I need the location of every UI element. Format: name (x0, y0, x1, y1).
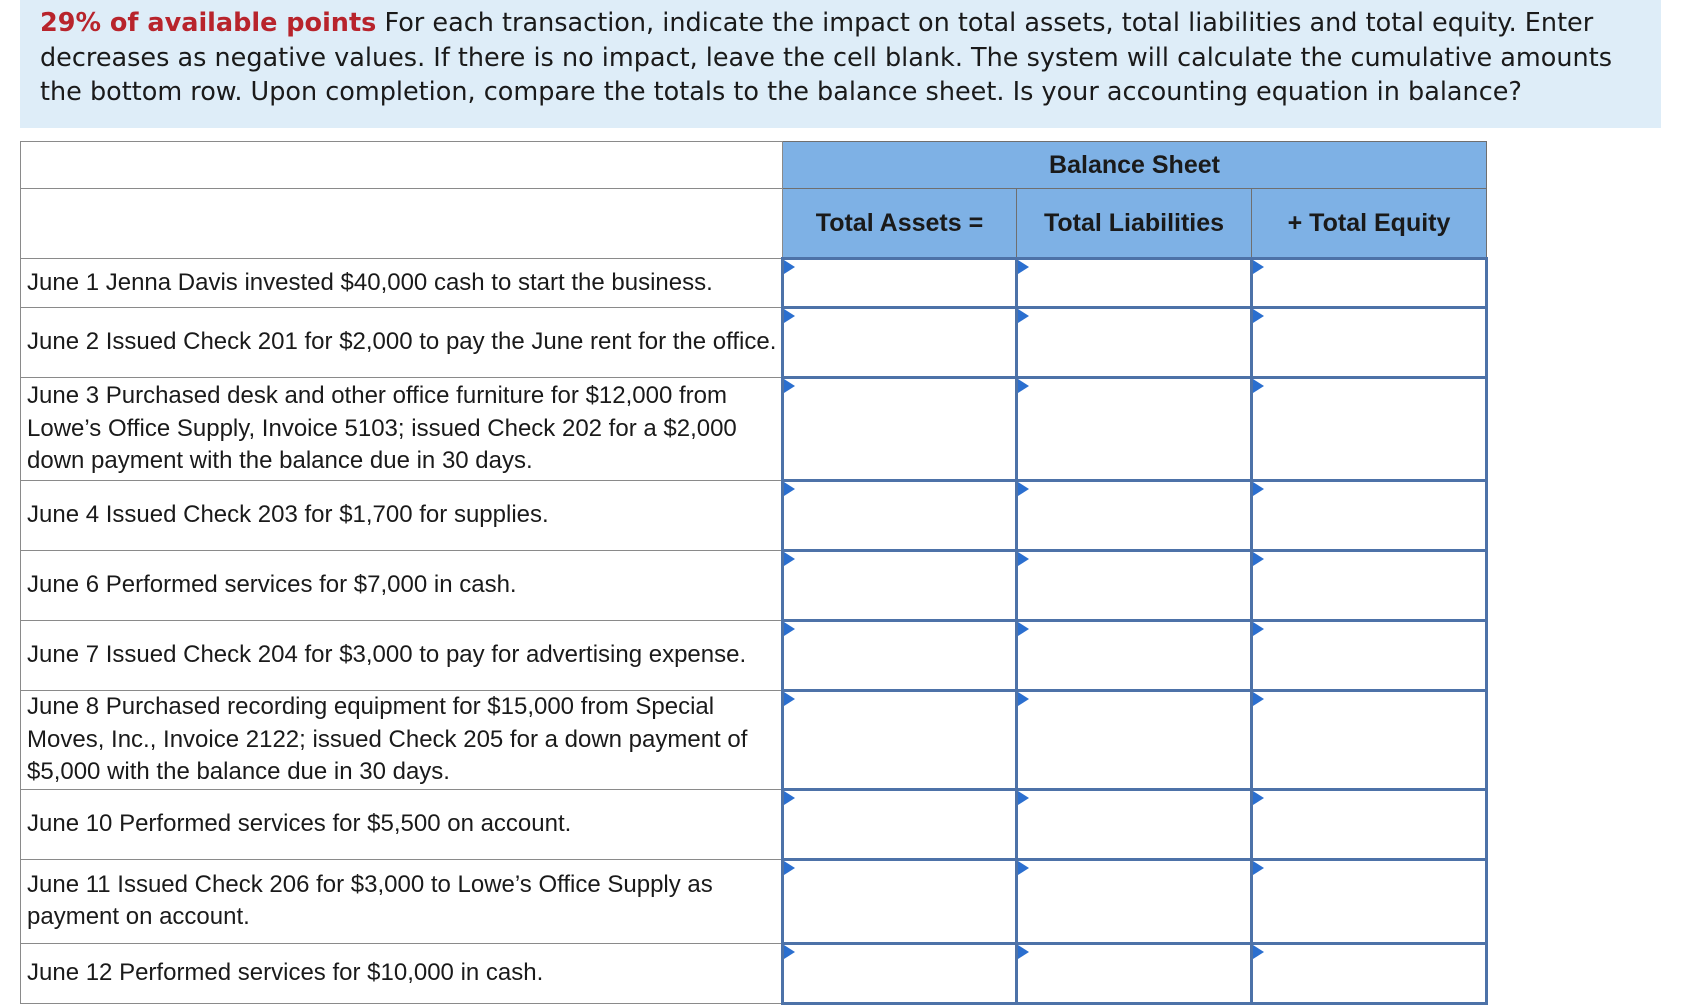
cell-marker-icon (784, 692, 795, 706)
total-liabilities-input[interactable] (1018, 415, 1250, 443)
cell-marker-icon (784, 309, 795, 323)
total-equity-input[interactable] (1253, 959, 1485, 987)
total-liabilities-input[interactable] (1018, 572, 1250, 600)
transaction-row (21, 378, 1487, 481)
transaction-description: June 2 Issued Check 201 for $2,000 to pay the June rent for the office. (21, 308, 783, 378)
total-assets-header: Total Assets = (783, 189, 1017, 259)
cell-marker-icon (1018, 482, 1029, 496)
cell-marker-icon (1253, 379, 1264, 393)
cell-marker-icon (1253, 861, 1264, 875)
total-assets-input[interactable] (784, 959, 1015, 987)
total-assets-input-cell (783, 691, 1017, 790)
cell-marker-icon (784, 482, 795, 496)
transaction-description: June 1 Jenna Davis invested $40,000 cash to start the business. (21, 259, 783, 308)
transaction-row (21, 943, 1487, 1003)
total-equity-input[interactable] (1253, 415, 1485, 443)
column-header-row (21, 189, 1487, 259)
total-assets-input-cell (783, 621, 1017, 691)
instructions-text: For each transaction, indicate the impact on total assets, total liabilities and total equity. Enter decreases as negative values. If there is no impact, leave the cell blank. The system will calculate the cumulative amounts the bottom row. Upon completion, compare the totals to the balance sheet. Is your accounting equation in balance? (40, 8, 1612, 107)
total-equity-input[interactable] (1253, 642, 1485, 670)
transaction-table (20, 141, 1488, 1005)
total-liabilities-input-cell (1017, 859, 1252, 943)
total-assets-input-cell (783, 551, 1017, 621)
total-equity-input-cell (1252, 859, 1487, 943)
total-liabilities-input-cell (1017, 691, 1252, 790)
transaction-description: June 10 Performed services for $5,500 on account. (21, 789, 783, 859)
cell-marker-icon (1253, 622, 1264, 636)
total-equity-header: + Total Equity (1252, 189, 1487, 259)
transaction-row (21, 621, 1487, 691)
cell-marker-icon (784, 379, 795, 393)
total-liabilities-input[interactable] (1018, 726, 1250, 754)
total-equity-input[interactable] (1253, 572, 1485, 600)
total-assets-input[interactable] (784, 502, 1015, 530)
total-liabilities-input-cell (1017, 481, 1252, 551)
cell-marker-icon (1253, 791, 1264, 805)
total-assets-input-cell (783, 859, 1017, 943)
total-assets-input[interactable] (784, 572, 1015, 600)
total-assets-input[interactable] (784, 329, 1015, 357)
total-assets-input[interactable] (784, 887, 1015, 915)
total-assets-input[interactable] (784, 642, 1015, 670)
transaction-description: June 6 Performed services for $7,000 in cash. (21, 551, 783, 621)
transaction-row (21, 859, 1487, 943)
corner-cell (21, 142, 783, 189)
transaction-description: June 12 Performed services for $10,000 in cash. (21, 943, 783, 1003)
total-assets-input-cell (783, 481, 1017, 551)
total-assets-input[interactable] (784, 269, 1015, 297)
transaction-row (21, 308, 1487, 378)
total-liabilities-input-cell (1017, 259, 1252, 308)
cell-marker-icon (1253, 552, 1264, 566)
transaction-row (21, 481, 1487, 551)
total-equity-input-cell (1252, 789, 1487, 859)
cell-marker-icon (1018, 260, 1029, 274)
transaction-row (21, 551, 1487, 621)
total-liabilities-input-cell (1017, 551, 1252, 621)
transaction-row (21, 259, 1487, 308)
cell-marker-icon (784, 861, 795, 875)
cell-marker-icon (1018, 379, 1029, 393)
total-equity-input[interactable] (1253, 502, 1485, 530)
transaction-description: June 7 Issued Check 204 for $3,000 to pay for advertising expense. (21, 621, 783, 691)
cell-marker-icon (1018, 692, 1029, 706)
total-assets-input-cell (783, 789, 1017, 859)
total-assets-input-cell (783, 943, 1017, 1003)
cell-marker-icon (784, 260, 795, 274)
total-equity-input-cell (1252, 378, 1487, 481)
total-equity-input-cell (1252, 259, 1487, 308)
transaction-description: June 4 Issued Check 203 for $1,700 for supplies. (21, 481, 783, 551)
cell-marker-icon (1253, 945, 1264, 959)
total-equity-input[interactable] (1253, 329, 1485, 357)
total-liabilities-input[interactable] (1018, 642, 1250, 670)
total-equity-input[interactable] (1253, 726, 1485, 754)
total-liabilities-input-cell (1017, 621, 1252, 691)
balance-sheet-header: Balance Sheet (783, 142, 1487, 189)
total-liabilities-input[interactable] (1018, 887, 1250, 915)
total-assets-input-cell (783, 308, 1017, 378)
total-assets-input-cell (783, 259, 1017, 308)
transaction-row (21, 691, 1487, 790)
total-liabilities-input-cell (1017, 789, 1252, 859)
cell-marker-icon (1253, 692, 1264, 706)
total-liabilities-input[interactable] (1018, 269, 1250, 297)
cell-marker-icon (1253, 260, 1264, 274)
band-row (21, 142, 1487, 189)
total-liabilities-input[interactable] (1018, 810, 1250, 838)
total-liabilities-input[interactable] (1018, 329, 1250, 357)
cell-marker-icon (1018, 791, 1029, 805)
total-equity-input-cell (1252, 551, 1487, 621)
total-assets-input[interactable] (784, 726, 1015, 754)
total-assets-input[interactable] (784, 810, 1015, 838)
total-liabilities-input-cell (1017, 943, 1252, 1003)
total-liabilities-header: Total Liabilities (1017, 189, 1252, 259)
cell-marker-icon (1253, 309, 1264, 323)
total-equity-input[interactable] (1253, 810, 1485, 838)
points-label: 29% of available points (40, 8, 377, 38)
cell-marker-icon (784, 552, 795, 566)
transaction-row (21, 789, 1487, 859)
total-liabilities-input[interactable] (1018, 959, 1250, 987)
total-equity-input-cell (1252, 943, 1487, 1003)
cell-marker-icon (1018, 309, 1029, 323)
total-equity-input-cell (1252, 308, 1487, 378)
cell-marker-icon (784, 622, 795, 636)
cell-marker-icon (784, 791, 795, 805)
total-equity-input-cell (1252, 481, 1487, 551)
transaction-description: June 3 Purchased desk and other office furniture for $12,000 from Lowe’s Office Supply, Invoice 5103; issued Check 202 for a $2,000 down payment with the balance due in 30 days. (21, 378, 783, 481)
instructions-panel (20, 0, 1661, 128)
total-liabilities-input-cell (1017, 378, 1252, 481)
description-header (21, 189, 783, 259)
transaction-description: June 11 Issued Check 206 for $3,000 to Lowe’s Office Supply as payment on account. (21, 859, 783, 943)
total-equity-input-cell (1252, 621, 1487, 691)
total-assets-input-cell (783, 378, 1017, 481)
total-equity-input[interactable] (1253, 269, 1485, 297)
total-equity-input[interactable] (1253, 887, 1485, 915)
cell-marker-icon (1018, 861, 1029, 875)
transaction-description: June 8 Purchased recording equipment for $15,000 from Special Moves, Inc., Invoice 2122; issued Check 205 for a down payment of $5,000 with the balance due in 30 days. (21, 691, 783, 790)
total-liabilities-input[interactable] (1018, 502, 1250, 530)
cell-marker-icon (1018, 552, 1029, 566)
total-assets-input[interactable] (784, 415, 1015, 443)
cell-marker-icon (1018, 945, 1029, 959)
total-liabilities-input-cell (1017, 308, 1252, 378)
cell-marker-icon (1253, 482, 1264, 496)
total-equity-input-cell (1252, 691, 1487, 790)
cell-marker-icon (784, 945, 795, 959)
cell-marker-icon (1018, 622, 1029, 636)
